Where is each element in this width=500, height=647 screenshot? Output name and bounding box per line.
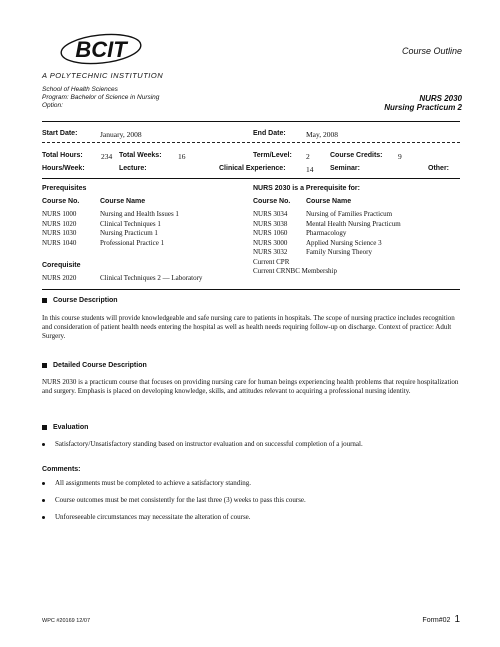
prereq-rule [42, 289, 460, 290]
start-date-value: January, 2008 [100, 130, 142, 139]
clinical-experience-value: 14 [306, 165, 314, 174]
corequisite-row: NURS 2020 Clinical Techniques 2 — Laboratory [42, 274, 203, 282]
table-row: NURS 3032 Family Nursing Theory [253, 248, 372, 256]
list-item: Course outcomes must be met consistently for the last three (3) weeks to pass this course. [42, 496, 460, 505]
course-description-title: Course Description [42, 297, 118, 304]
detailed-description-text: NURS 2030 is a practicum course that focuses on providing nursing care for human beings experiencing health problems that require hospitalization and surgery. Emphasis is placed on developing knowledge, skills, and attitudes relevant to acquiring a professional nursing identity. [42, 378, 459, 395]
info-rule [42, 178, 460, 179]
course-name: Nursing Practicum 2 [384, 103, 462, 112]
clinical-experience-label: Clinical Experience: [219, 165, 286, 172]
total-weeks-value: 16 [178, 152, 186, 161]
col-course-name-right: Course Name [306, 198, 352, 205]
current-cpr: Current CPR [253, 257, 290, 266]
prerequisites-heading: Prerequisites [42, 185, 87, 192]
option-label: Option: [42, 102, 63, 109]
footer-right [422, 614, 460, 625]
table-row: NURS 1020 Clinical Techniques 1 [42, 219, 161, 228]
square-bullet-icon [42, 425, 47, 430]
col-course-name: Course Name [100, 198, 146, 205]
bullet-icon [42, 482, 45, 485]
comments-label: Comments: [42, 466, 81, 473]
bullet-icon [42, 443, 45, 446]
dashed-rule [42, 142, 460, 143]
other-label: Other: [428, 165, 449, 172]
bcit-logo [58, 31, 144, 67]
term-level-value: 2 [306, 152, 310, 161]
total-hours-label: Total Hours: [42, 152, 83, 159]
list-item: Unforeseeable circumstances may necessitate the alteration of course. [42, 513, 460, 522]
table-row: NURS 1030 Nursing Practicum 1 [42, 229, 158, 237]
course-credits-label: Course Credits: [330, 152, 383, 159]
hours-week-label: Hours/Week: [42, 165, 85, 172]
evaluation-item: Satisfactory/Unsatisfactory standing based on instructor evaluation and on successful completion of a journal. [42, 440, 460, 449]
bullet-icon [42, 516, 45, 519]
prereq-right-list [253, 210, 401, 277]
corequisite-heading: Corequisite [42, 262, 81, 269]
bullet-icon [42, 499, 45, 502]
header-rule [42, 121, 460, 122]
document-title: Course Outline [401, 46, 462, 56]
logo-text: BCIT [75, 37, 127, 62]
table-row: NURS 1060 Pharmacology [253, 229, 347, 237]
course-description-text: In this course students will provide knowledgeable and safe nursing care to patients in hospitals. The scope of nursing practice includes recognition and consideration of patient health needs entering the hospital as well as health needs requiring follow-up on discharge. Context of practice: Adult Surgery. [42, 314, 455, 340]
course-credits-value: 9 [398, 152, 402, 161]
total-weeks-label: Total Weeks: [119, 152, 162, 159]
total-hours-value: 234 [101, 152, 113, 161]
col-course-no: Course No. [42, 198, 80, 205]
program-label: Program: Bachelor of Science in Nursing [42, 94, 160, 101]
table-row: NURS 3000 Applied Nursing Science 3 [253, 238, 382, 247]
detailed-description-title: Detailed Course Description [42, 362, 147, 369]
comments-list [42, 479, 460, 522]
end-date-value: May, 2008 [306, 130, 339, 139]
col-course-no-right: Course No. [253, 198, 291, 205]
table-row: NURS 3038 Mental Health Nursing Practicum [253, 219, 401, 228]
term-level-label: Term/Level: [253, 152, 292, 159]
start-date-label: Start Date: [42, 130, 78, 137]
table-row: NURS 1000 Nursing and Health Issues 1 [42, 210, 179, 218]
square-bullet-icon [42, 363, 47, 368]
tagline: A POLYTECHNIC INSTITUTION [42, 71, 164, 80]
current-crnbc: Current CRNBC Membership [253, 267, 337, 275]
list-item: All assignments must be completed to achieve a satisfactory standing. [42, 479, 460, 488]
school-info [42, 86, 159, 110]
table-row: NURS 3034 Nursing of Families Practicum [253, 210, 393, 218]
table-row: NURS 1040 Professional Practice 1 [42, 238, 165, 247]
page-number: 1 [454, 614, 460, 625]
course-heading [384, 94, 462, 112]
prereq-left-list [42, 210, 179, 248]
footer-left: WPC #20169 12/07 [42, 618, 91, 624]
prerequisite-for-heading: NURS 2030 is a Prerequisite for: [253, 185, 360, 192]
course-code: NURS 2030 [419, 94, 462, 103]
square-bullet-icon [42, 298, 47, 303]
seminar-label: Seminar: [330, 165, 360, 172]
end-date-label: End Date: [253, 130, 286, 137]
lecture-label: Lecture: [119, 165, 147, 172]
evaluation-title: Evaluation [42, 424, 88, 431]
school-label: School of Health Sciences [42, 86, 118, 93]
form-number: Form#02 [422, 617, 451, 624]
